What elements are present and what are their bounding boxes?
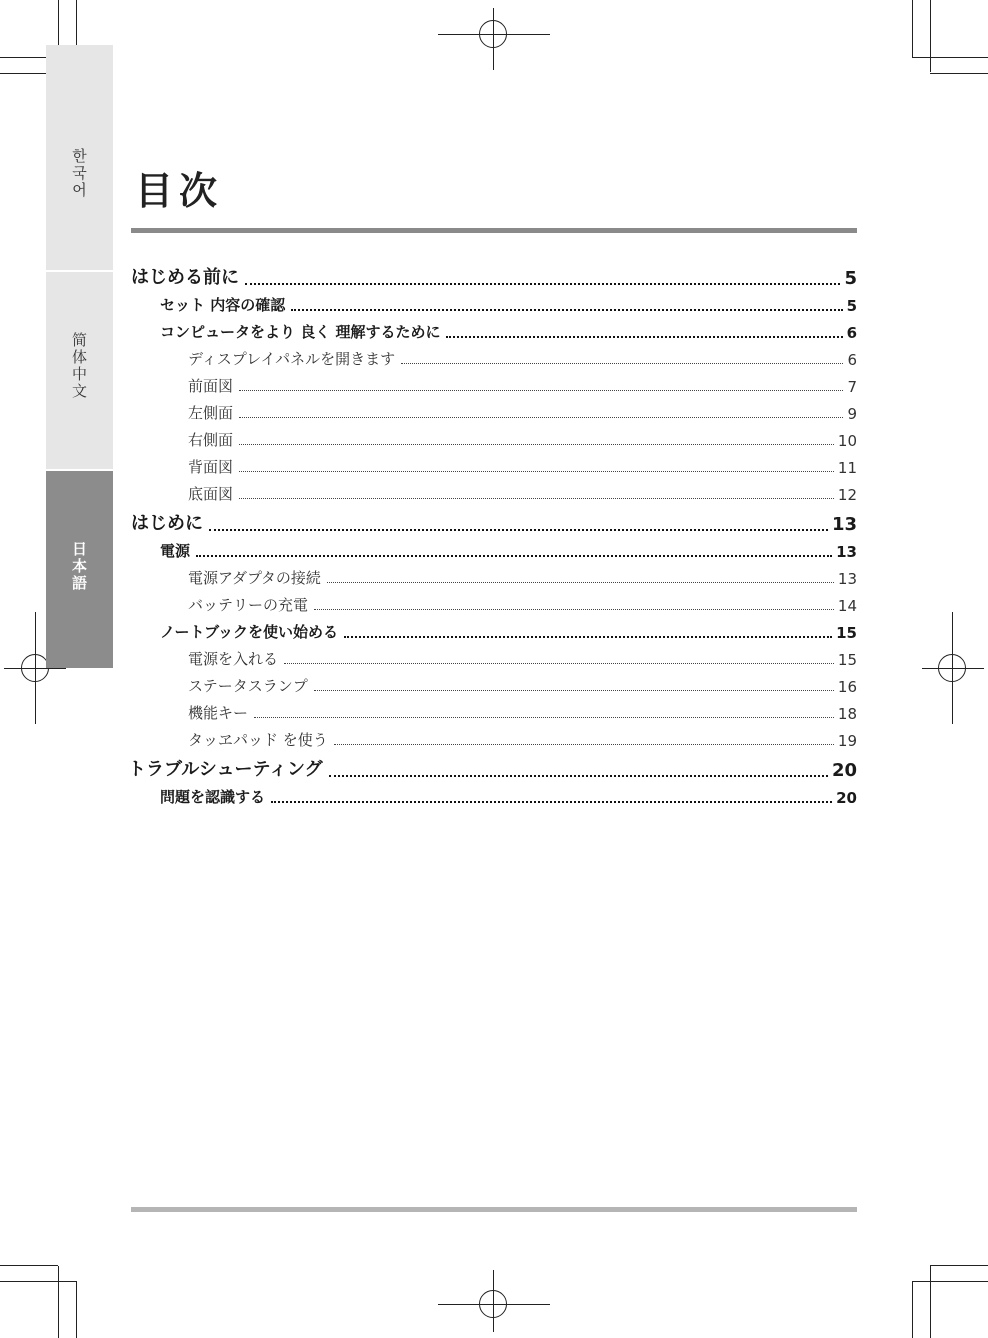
toc-page-number: 20: [831, 760, 857, 781]
crop-mark: [0, 1265, 58, 1266]
toc-entry-title: 右側面: [188, 431, 234, 449]
toc-entry-title: 底面図: [188, 485, 234, 503]
toc-entry[interactable]: [188, 484, 857, 504]
registration-mark: [938, 654, 966, 682]
crop-mark: [912, 1281, 988, 1282]
toc-dot-leader: [209, 529, 828, 531]
toc-entry-title: タッヱパッド を使う: [188, 731, 328, 749]
toc-page-number: 6: [847, 351, 857, 369]
toc-entry-title: ディスプレイパネルを開きます: [188, 350, 396, 368]
toc-entry[interactable]: [160, 622, 857, 642]
toc-entry[interactable]: [188, 649, 857, 669]
tab-chinese-label: 简体中文: [70, 332, 88, 400]
title-divider: [131, 228, 857, 233]
toc-dot-leader: [314, 609, 834, 610]
toc-page-number: 13: [837, 570, 857, 588]
crop-mark: [930, 1266, 931, 1338]
toc-page-number: 15: [836, 624, 857, 642]
toc-entry[interactable]: [131, 511, 857, 535]
toc-entry-title: 背面図: [188, 458, 234, 476]
toc-dot-leader: [314, 690, 834, 691]
toc-dot-leader: [239, 417, 843, 418]
crop-mark: [912, 0, 913, 57]
registration-mark: [479, 1290, 507, 1318]
toc-entry[interactable]: [188, 568, 857, 588]
toc-dot-leader: [284, 663, 834, 664]
registration-mark: [479, 20, 507, 48]
toc-entry-title: 電源を入れる: [188, 650, 279, 668]
toc-entry-title: 電源アダプタの接続: [188, 569, 321, 587]
toc-dot-leader: [334, 744, 834, 745]
toc-entry-title: コンピュータをより 良く 理解するために: [160, 323, 441, 341]
toc-entry[interactable]: [128, 757, 857, 781]
toc-page-number: 5: [846, 297, 857, 315]
toc-entry[interactable]: [188, 730, 857, 750]
toc-dot-leader: [344, 636, 832, 638]
toc-page-number: 10: [837, 432, 857, 450]
registration-mark: [21, 654, 49, 682]
toc-entry[interactable]: [160, 787, 857, 807]
crop-mark: [912, 57, 988, 58]
toc-dot-leader: [329, 775, 828, 777]
toc-dot-leader: [271, 801, 832, 803]
toc-entry-title: はじめに: [131, 513, 203, 534]
toc-entry-title: 左側面: [188, 404, 234, 422]
toc-entry[interactable]: [188, 703, 857, 723]
toc-page-number: 12: [837, 486, 857, 504]
toc-page-number: 16: [837, 678, 857, 696]
toc-dot-leader: [239, 444, 834, 445]
toc-entry[interactable]: [160, 295, 857, 315]
toc-page-number: 9: [847, 405, 857, 423]
toc-page-number: 7: [847, 378, 857, 396]
toc-entry-title: 電源: [160, 542, 191, 560]
page-title: 目次: [135, 169, 224, 213]
toc-page-number: 14: [837, 597, 857, 615]
toc-dot-leader: [401, 363, 843, 364]
toc-entry[interactable]: [131, 265, 857, 289]
toc-dot-leader: [239, 471, 834, 472]
tab-japanese[interactable]: [46, 471, 113, 668]
toc-entry-title: 前面図: [188, 377, 234, 395]
toc-entry-title: トラブルシューティング: [128, 759, 323, 780]
toc-dot-leader: [291, 309, 842, 311]
tab-japanese-label: 日本語: [70, 541, 88, 592]
toc-entry[interactable]: [188, 676, 857, 696]
toc-entry-title: バッテリーの充電: [188, 596, 309, 614]
toc-dot-leader: [196, 555, 832, 557]
toc-dot-leader: [327, 582, 834, 583]
toc-dot-leader: [245, 283, 840, 285]
toc-page-number: 13: [836, 543, 857, 561]
toc-page-number: 6: [846, 324, 857, 342]
tab-chinese[interactable]: [46, 272, 113, 469]
toc-entry-title: はじめる前に: [131, 267, 239, 288]
crop-mark: [930, 1265, 988, 1266]
toc-entry[interactable]: [160, 322, 857, 342]
footer-divider: [131, 1207, 857, 1212]
toc-page-number: 18: [837, 705, 857, 723]
toc-entry-title: 機能キー: [188, 704, 249, 722]
toc-entry[interactable]: [188, 349, 857, 369]
toc-dot-leader: [254, 717, 834, 718]
toc-entry[interactable]: [188, 403, 857, 423]
crop-mark: [58, 1266, 59, 1338]
crop-mark: [912, 1281, 913, 1338]
tab-korean[interactable]: [46, 45, 113, 270]
toc-entry-title: ノートブックを使い始める: [160, 623, 339, 641]
toc-page-number: 5: [844, 268, 857, 289]
toc-entry[interactable]: [188, 457, 857, 477]
tab-korean-label: 한국어: [70, 148, 88, 199]
toc-entry[interactable]: [188, 430, 857, 450]
crop-mark: [0, 1281, 76, 1282]
toc-page-number: 13: [831, 514, 857, 535]
toc-dot-leader: [446, 336, 842, 338]
toc-entry-title: セット 内容の確認: [160, 296, 286, 314]
toc-entry-title: 問題を認識する: [160, 788, 266, 806]
toc-dot-leader: [239, 498, 834, 499]
toc-page-number: 15: [837, 651, 857, 669]
toc-page-number: 20: [836, 789, 857, 807]
crop-mark: [76, 1281, 77, 1338]
toc-dot-leader: [239, 390, 843, 391]
toc-entry[interactable]: [188, 595, 857, 615]
toc-entry[interactable]: [188, 376, 857, 396]
toc-entry-title: ステータスランプ: [188, 677, 308, 695]
crop-mark: [930, 0, 931, 72]
toc-entry[interactable]: [160, 541, 857, 561]
toc-page-number: 11: [837, 459, 857, 477]
toc-page-number: 19: [837, 732, 857, 750]
crop-mark: [930, 73, 988, 74]
